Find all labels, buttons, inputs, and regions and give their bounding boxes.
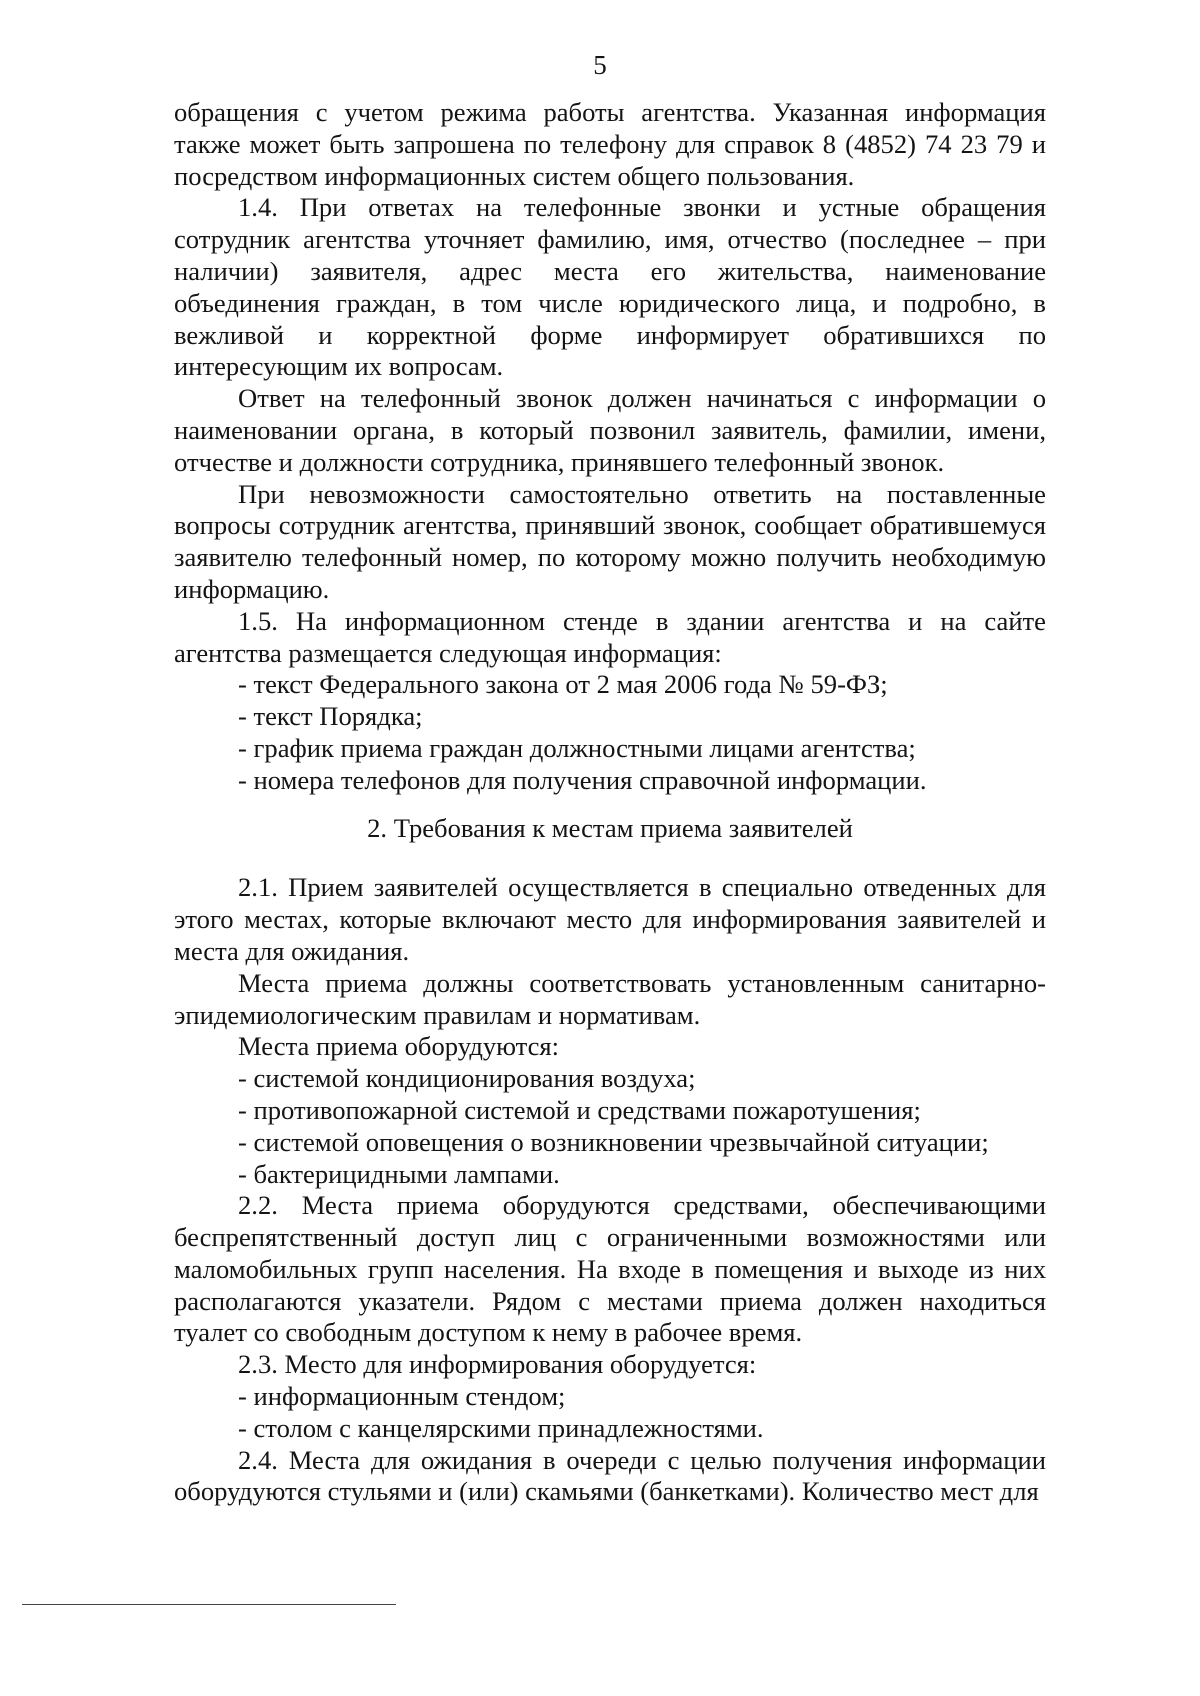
list-item: - информационным стендом; xyxy=(238,1381,566,1412)
list-item: - системой оповещения о возникновении чрезвычайной ситуации; xyxy=(238,1126,989,1157)
list-item: - столом с канцелярскими принадлежностями. xyxy=(238,1412,764,1443)
footnote-separator-line xyxy=(22,1604,396,1605)
list-item: - номера телефонов для получения справочной информации. xyxy=(238,764,927,795)
list-item: - график приема граждан должностными лицами агентства; xyxy=(238,732,916,763)
paragraph-phone-answer: Ответ на телефонный звонок должен начинаться с информации о наименовании органа, в который позвонил заявитель, фамилии, имени, отчестве и должности сотрудника, принявшего телефонный звонок. xyxy=(174,383,1046,477)
paragraph-equipment-intro: Места приема оборудуются: xyxy=(238,1031,560,1062)
paragraph-2-2: 2.2. Места приема оборудуются средствами, обеспечивающими беспрепятственный доступ лиц с ограниченными возможностями или маломобильных групп населения. На входе в помещения и выходе из них располагаются указатели. Рядом с местами приема должен находиться туалет со свободным доступом к нему в рабочее время. xyxy=(174,1190,1046,1348)
paragraph-1-4: 1.4. При ответах на телефонные звонки и устные обращения сотрудник агентства уточняет фамилию, имя, отчество (последнее – при наличии) заявителя, адрес места его жительства, наименование объединения граждан, в том числе юридического лица, и подробно, в вежливой и корректной форме информирует обратившихся по интересующим их вопросам. xyxy=(174,192,1046,382)
section-heading: 2. Требования к местам приема заявителей xyxy=(367,812,853,843)
list-item: - противопожарной системой и средствами пожаротушения; xyxy=(238,1094,921,1125)
list-item: - системой кондиционирования воздуха; xyxy=(238,1063,696,1094)
paragraph-2-3: 2.3. Место для информирования оборудуется: xyxy=(238,1349,757,1380)
paragraph-continuation: обращения с учетом режима работы агентства. Указанная информация также может быть запрошена по телефону для справок 8 (4852) 74 23 79 и посредством информационных систем общего пользования. xyxy=(174,97,1046,191)
page-number: 5 xyxy=(593,50,607,80)
paragraph-2-1: 2.1. Прием заявителей осуществляется в специально отведенных для этого местах, которые включают место для информирования заявителей и места для ожидания. xyxy=(174,872,1046,966)
list-item: - текст Порядка; xyxy=(238,701,423,732)
list-item: - текст Федерального закона от 2 мая 2006 года № 59-ФЗ; xyxy=(238,669,888,700)
paragraph-2-4: 2.4. Места для ожидания в очереди с целью получения информации оборудуются стульями и (или) скамьями (банкетками). Количество мест для xyxy=(174,1444,1046,1507)
document-body xyxy=(174,97,1046,1508)
paragraph-sanitary: Места приема должны соответствовать установленным санитарно-эпидемиологическим правилам и нормативам. xyxy=(174,967,1046,1030)
list-item: - бактерицидными лампами. xyxy=(238,1158,560,1189)
paragraph-unable-to-answer: При невозможности самостоятельно ответить на поставленные вопросы сотрудник агентства, принявший звонок, сообщает обратившемуся заявителю телефонный номер, по которому можно получить необходимую информацию. xyxy=(174,478,1046,604)
paragraph-1-5: 1.5. На информационном стенде в здании агентства и на сайте агентства размещается следующая информация: xyxy=(174,605,1046,668)
